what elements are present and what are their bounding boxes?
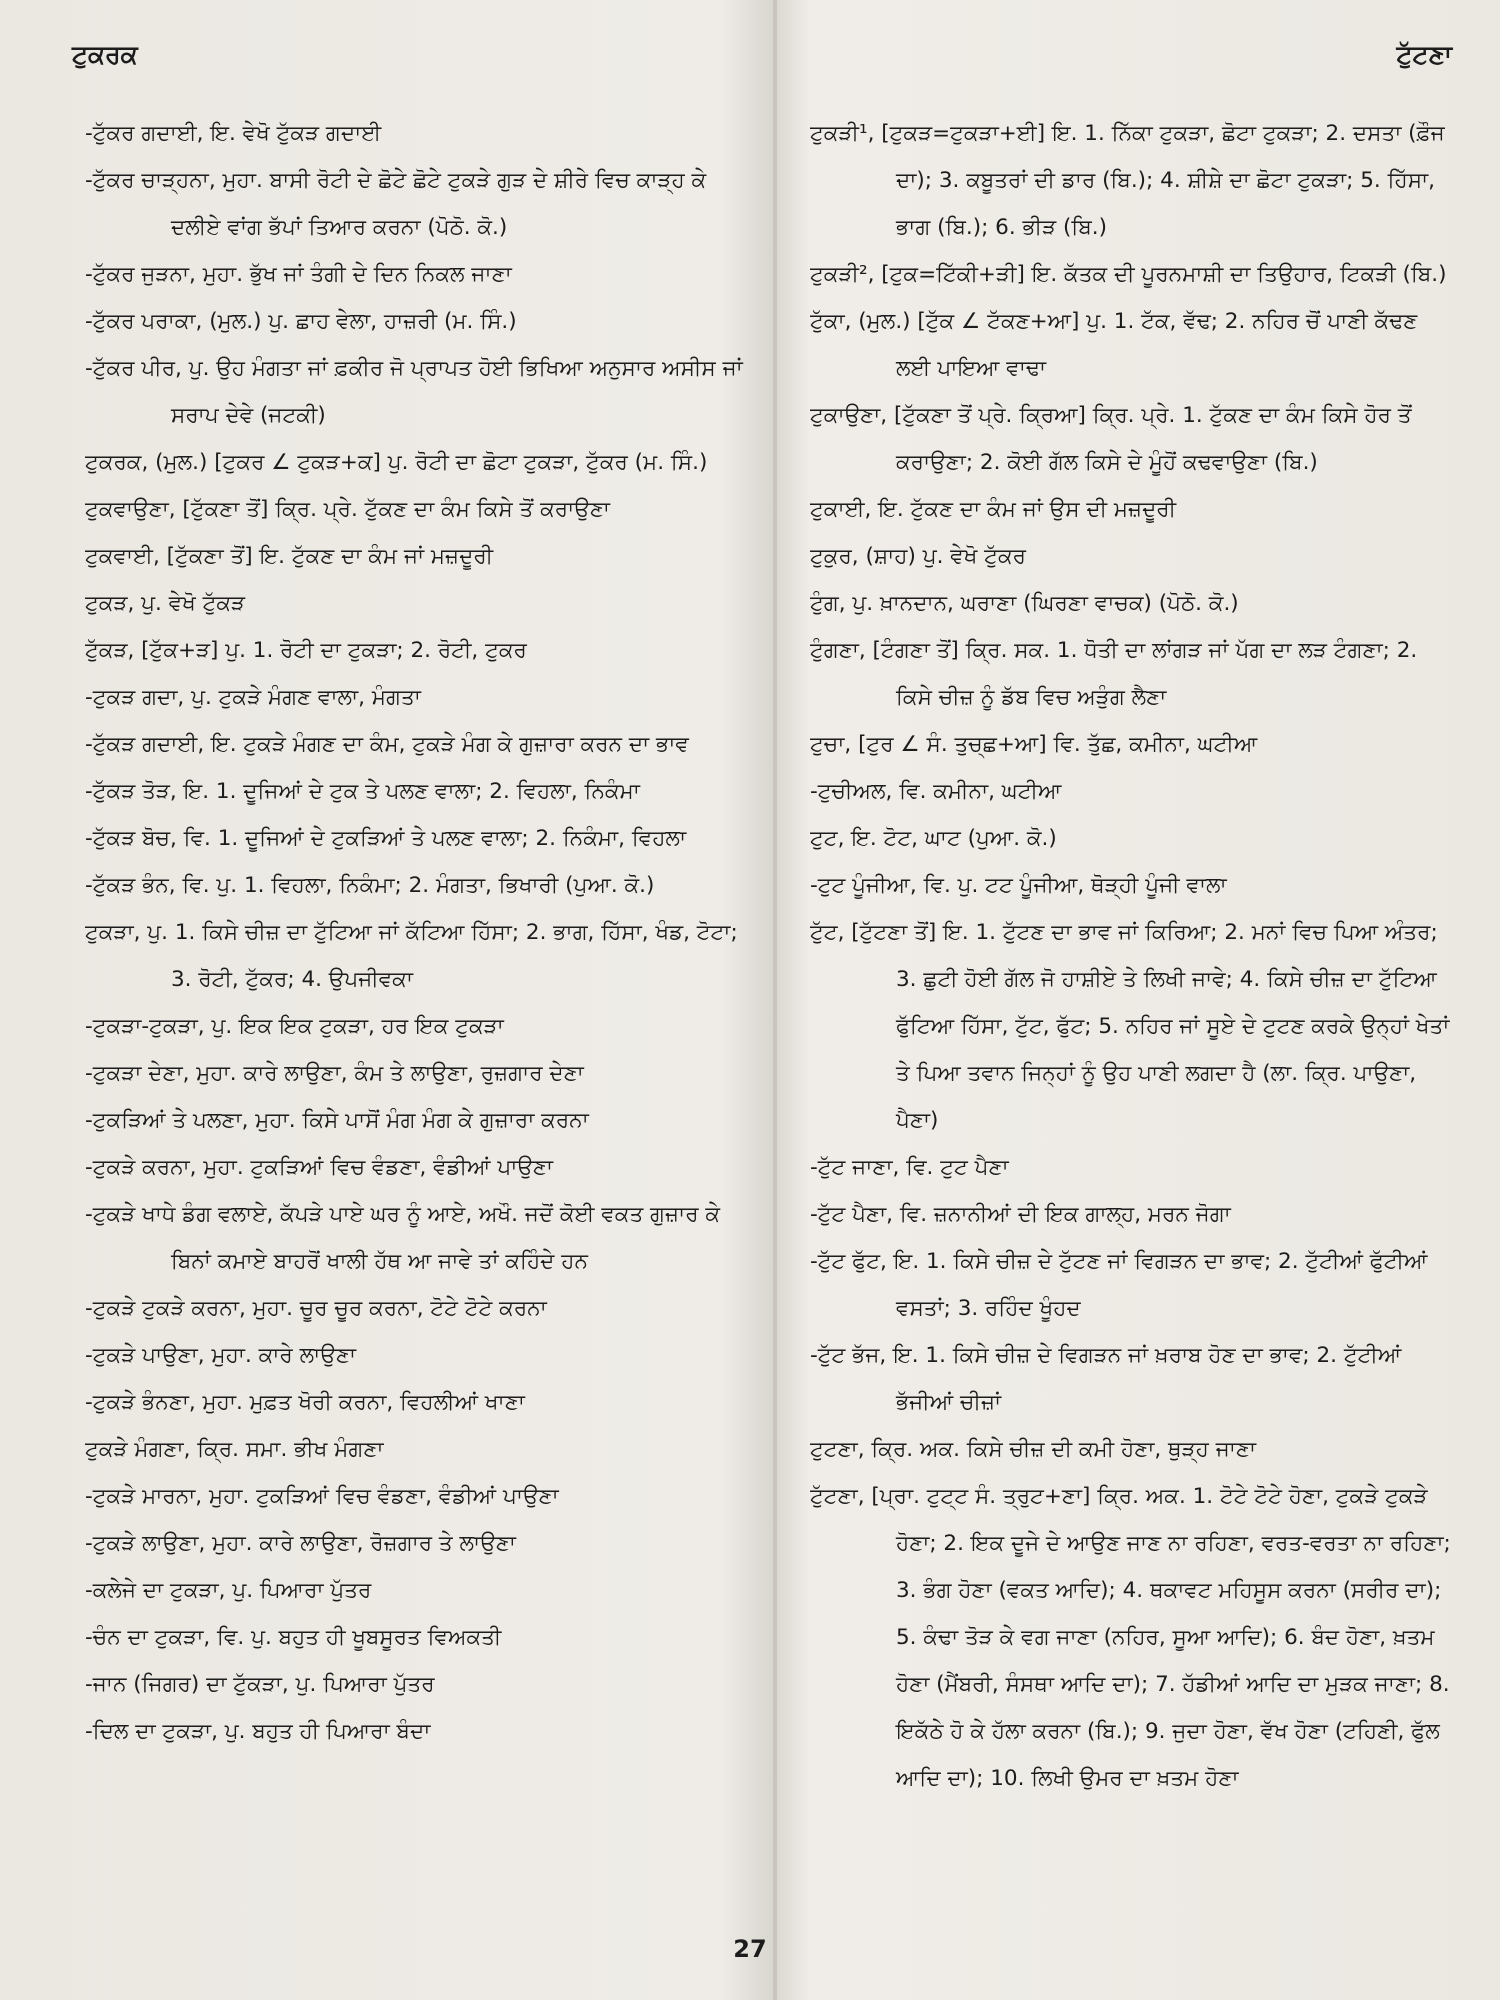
dictionary-entry: ਟੁਕਾਈ, ਇ. ਟੁੱਕਣ ਦਾ ਕੰਮ ਜਾਂ ਉਸ ਦੀ ਮਜ਼ਦੂਰੀ: [810, 497, 1177, 522]
dictionary-entry: -ਟੁੱਕੜ ਬੋਚ, ਵਿ. 1. ਦੂਜਿਆਂ ਦੇ ਟੁਕੜਿਆਂ ਤੇ ਪਲਣ ਵਾਲਾ; 2. ਨਿਕੰਮਾ, ਵਿਹਲਾ: [85, 826, 687, 851]
dictionary-entry: ਟੁਕੜੀ², [ਟੁਕ=ਟਿੱਕੀ+ੜੀ] ਇ. ਕੱਤਕ ਦੀ ਪੂਰਨਮਾਸ਼ੀ ਦਾ ਤਿਉਹਾਰ, ਟਿਕੜੀ (ਬਿ.): [810, 262, 1447, 287]
dictionary-entry: -ਟੁਕੜ ਗਦਾ, ਪੁ. ਟੁਕੜੇ ਮੰਗਣ ਵਾਲਾ, ਮੰਗਤਾ: [85, 685, 421, 710]
dictionary-entry: ਟੁਕੜਾ, ਪੁ. 1. ਕਿਸੇ ਚੀਜ਼ ਦਾ ਟੁੱਟਿਆ ਜਾਂ ਕੱਟਿਆ ਹਿੱਸਾ; 2. ਭਾਗ, ਹਿੱਸਾ, ਖੰਡ, ਟੋਟਾ; 3. ਰੋਟੀ, ਟੁੱਕਰ; 4. ਉਪਜੀਵਕਾ: [85, 920, 738, 992]
dictionary-entry: ਟੁਕਵਾਉਣਾ, [ਟੁੱਕਣਾ ਤੋਂ] ਕ੍ਰਿ. ਪ੍ਰੇ. ਟੁੱਕਣ ਦਾ ਕੰਮ ਕਿਸੇ ਤੋਂ ਕਰਾਉਣਾ: [85, 497, 610, 522]
dictionary-entry: -ਟੁੱਟ ਜਾਣਾ, ਵਿ. ਟੁਟ ਪੈਣਾ: [810, 1155, 1009, 1180]
dictionary-entry: -ਟੁਕੜੇ ਭੰਨਣਾ, ਮੁਹਾ. ਮੁਫ਼ਤ ਖੋਰੀ ਕਰਨਾ, ਵਿਹਲੀਆਂ ਖਾਣਾ: [85, 1390, 525, 1415]
dictionary-entry: -ਟੁੱਕਰ ਪਰਾਕਾ, (ਮੁਲ.) ਪੁ. ਛਾਹ ਵੇਲਾ, ਹਾਜ਼ਰੀ (ਮ. ਸਿੰ.): [85, 309, 517, 334]
dictionary-entry: ਟੁਟਣਾ, ਕ੍ਰਿ. ਅਕ. ਕਿਸੇ ਚੀਜ਼ ਦੀ ਕਮੀ ਹੋਣਾ, ਥੁੜ੍ਹ ਜਾਣਾ: [810, 1437, 1257, 1462]
dictionary-entry: -ਟੁੱਕਰ ਗਦਾਈ, ਇ. ਵੇਖੋ ਟੁੱਕੜ ਗਦਾਈ: [85, 121, 382, 146]
dictionary-entry: -ਕਲੇਜੇ ਦਾ ਟੁਕੜਾ, ਪੁ. ਪਿਆਰਾ ਪੁੱਤਰ: [85, 1578, 372, 1603]
dictionary-entry: -ਟੁੱਟ ਫੁੱਟ, ਇ. 1. ਕਿਸੇ ਚੀਜ਼ ਦੇ ਟੁੱਟਣ ਜਾਂ ਵਿਗੜਨ ਦਾ ਭਾਵ; 2. ਟੁੱਟੀਆਂ ਫੁੱਟੀਆਂ ਵਸਤਾਂ; 3. ਰਹਿੰਦ ਖੂੰਹਦ: [810, 1249, 1428, 1321]
dictionary-entry: -ਟੁੱਕਰ ਚਾੜ੍ਹਨਾ, ਮੁਹਾ. ਬਾਸੀ ਰੋਟੀ ਦੇ ਛੋਟੇ ਛੋਟੇ ਟੁਕੜੇ ਗੁੜ ਦੇ ਸ਼ੀਰੇ ਵਿਚ ਕਾੜ੍ਹ ਕੇ ਦਲੀਏ ਵਾਂਗ ਭੱਪਾਂ ਤਿਆਰ ਕਰਨਾ (ਪੋਠੋ. ਕੋ.): [85, 168, 707, 240]
dictionary-entry: -ਟੁਕੜਿਆਂ ਤੇ ਪਲਣਾ, ਮੁਹਾ. ਕਿਸੇ ਪਾਸੋਂ ਮੰਗ ਮੰਗ ਕੇ ਗੁਜ਼ਾਰਾ ਕਰਨਾ: [85, 1108, 589, 1133]
dictionary-entry: ਟੁਕਰਕ, (ਮੁਲ.) [ਟੁਕਰ ∠ ਟੁਕੜ+ਕ] ਪੁ. ਰੋਟੀ ਦਾ ਛੋਟਾ ਟੁਕੜਾ, ਟੁੱਕਰ (ਮ. ਸਿੰ.): [85, 450, 708, 475]
dictionary-entry: ਟੁਚਾ, [ਟੁਰ ∠ ਸੰ. ਤੁਚ੍ਛ+ਆ] ਵਿ. ਤੁੱਛ, ਕਮੀਨਾ, ਘਟੀਆ: [810, 732, 1258, 757]
dictionary-entry: -ਟੁੱਕਰ ਪੀਰ, ਪੁ. ਉਹ ਮੰਗਤਾ ਜਾਂ ਫ਼ਕੀਰ ਜੋ ਪ੍ਰਾਪਤ ਹੋਈ ਭਿਖਿਆ ਅਨੁਸਾਰ ਅਸੀਸ ਜਾਂ ਸਰਾਪ ਦੇਵੇ (ਜਟਕੀ): [85, 356, 743, 428]
dictionary-entry: -ਟੁੱਕੜ ਗਦਾਈ, ਇ. ਟੁਕੜੇ ਮੰਗਣ ਦਾ ਕੰਮ, ਟੁਕੜੇ ਮੰਗ ਕੇ ਗੁਜ਼ਾਰਾ ਕਰਨ ਦਾ ਭਾਵ: [85, 732, 689, 757]
dictionary-entry: -ਟੁਕੜੇ ਕਰਨਾ, ਮੁਹਾ. ਟੁਕੜਿਆਂ ਵਿਚ ਵੰਡਣਾ, ਵੰਡੀਆਂ ਪਾਉਣਾ: [85, 1155, 554, 1180]
dictionary-entry: -ਟੁਕੜੇ ਮਾਰਨਾ, ਮੁਹਾ. ਟੁਕੜਿਆਂ ਵਿਚ ਵੰਡਣਾ, ਵੰਡੀਆਂ ਪਾਉਣਾ: [85, 1484, 559, 1509]
dictionary-entry: -ਟੁਕੜਾ ਦੇਣਾ, ਮੁਹਾ. ਕਾਰੇ ਲਾਉਣਾ, ਕੰਮ ਤੇ ਲਾਉਣਾ, ਰੁਜ਼ਗਾਰ ਦੇਣਾ: [85, 1061, 584, 1086]
dictionary-entry: ਟੁਟ, ਇ. ਟੋਟ, ਘਾਟ (ਪੁਆ. ਕੋ.): [810, 826, 1057, 851]
dictionary-entry: -ਟੁਟ ਪੂੰਜੀਆ, ਵਿ. ਪੁ. ਟਟ ਪੂੰਜੀਆ, ਥੋੜ੍ਹੀ ਪੂੰਜੀ ਵਾਲਾ: [810, 873, 1227, 898]
dictionary-entry: -ਟੁੱਟ ਭੱਜ, ਇ. 1. ਕਿਸੇ ਚੀਜ਼ ਦੇ ਵਿਗੜਨ ਜਾਂ ਖ਼ਰਾਬ ਹੋਣ ਦਾ ਭਾਵ; 2. ਟੁੱਟੀਆਂ ਭੱਜੀਆਂ ਚੀਜ਼ਾਂ: [810, 1343, 1402, 1415]
page-gutter: [773, 0, 777, 2000]
dictionary-entry: ਟੁੱਟ, [ਟੁੱਟਣਾ ਤੋਂ] ਇ. 1. ਟੁੱਟਣ ਦਾ ਭਾਵ ਜਾਂ ਕਿਰਿਆ; 2. ਮਨਾਂ ਵਿਚ ਪਿਆ ਅੰਤਰ; 3. ਛੁਟੀ ਹੋਈ ਗੱਲ ਜੋ ਹਾਸ਼ੀਏ ਤੇ ਲਿਖੀ ਜਾਵੇ; 4. ਕਿਸੇ ਚੀਜ਼ ਦਾ ਟੁੱਟਿਆ ਫੁੱਟਿਆ ਹਿੱਸਾ, ਟੁੱਟ, ਫੁੱਟ; 5. ਨਹਿਰ ਜਾਂ ਸੂਏ ਦੇ ਟੁਟਣ ਕਰਕੇ ਉਨ੍ਹਾਂ ਖੇਤਾਂ ਤੇ ਪਿਆ ਤਵਾਨ ਜਿਨ੍ਹਾਂ ਨੂੰ ਉਹ ਪਾਣੀ ਲਗਦਾ ਹੈ (ਲਾ. ਕ੍ਰਿ. ਪਾਉਣਾ, ਪੈਣਾ): [810, 920, 1450, 1133]
dictionary-entry: ਟੁੱਕਾ, (ਮੁਲ.) [ਟੁੱਕ ∠ ਟੱਕਣ+ਆ] ਪੁ. 1. ਟੱਕ, ਵੱਢ; 2. ਨਹਿਰ ਚੋਂ ਪਾਣੀ ਕੱਢਣ ਲਈ ਪਾਇਆ ਵਾਢਾ: [810, 309, 1418, 381]
dictionary-entry: ਟੁਕੜੇ ਮੰਗਣਾ, ਕ੍ਰਿ. ਸਮਾ. ਭੀਖ ਮੰਗਣਾ: [85, 1437, 384, 1462]
dictionary-entry: -ਟੁਕੜੇ ਖਾਧੇ ਡੰਗ ਵਲਾਏ, ਕੱਪੜੇ ਪਾਏ ਘਰ ਨੂੰ ਆਏ, ਅਖੌ. ਜਦੋਂ ਕੋਈ ਵਕਤ ਗੁਜ਼ਾਰ ਕੇ ਬਿਨਾਂ ਕਮਾਏ ਬਾਹਰੋਂ ਖਾਲੀ ਹੱਥ ਆ ਜਾਵੇ ਤਾਂ ਕਹਿੰਦੇ ਹਨ: [85, 1202, 721, 1274]
dictionary-entry: -ਦਿਲ ਦਾ ਟੁਕੜਾ, ਪੁ. ਬਹੁਤ ਹੀ ਪਿਆਰਾ ਬੰਦਾ: [85, 1719, 431, 1744]
dictionary-entry: ਟੁੰਗ, ਪੁ. ਖ਼ਾਨਦਾਨ, ਘਰਾਣਾ (ਘਿਰਣਾ ਵਾਚਕ) (ਪੋਠੋ. ਕੋ.): [810, 591, 1239, 616]
dictionary-entry: -ਟੁਕੜੇ ਲਾਉਣਾ, ਮੁਹਾ. ਕਾਰੇ ਲਾਉਣਾ, ਰੋਜ਼ਗਾਰ ਤੇ ਲਾਉਣਾ: [85, 1531, 516, 1556]
dictionary-entry: ਟੁਕਾਉਣਾ, [ਟੁੱਕਣਾ ਤੋਂ ਪ੍ਰੇ. ਕ੍ਰਿਆ] ਕ੍ਰਿ. ਪ੍ਰੇ. 1. ਟੁੱਕਣ ਦਾ ਕੰਮ ਕਿਸੇ ਹੋਰ ਤੋਂ ਕਰਾਉਣਾ; 2. ਕੋਈ ਗੱਲ ਕਿਸੇ ਦੇ ਮੂੰਹੋਂ ਕਢਵਾਉਣਾ (ਬਿ.): [810, 403, 1412, 475]
right-column: [810, 110, 1455, 1940]
dictionary-entry: -ਜਾਨ (ਜਿਗਰ) ਦਾ ਟੁੱਕੜਾ, ਪੁ. ਪਿਆਰਾ ਪੁੱਤਰ: [85, 1672, 435, 1697]
dictionary-entry: ਟੁੱਕੜ, [ਟੁੱਕ+ੜ] ਪੁ. 1. ਰੋਟੀ ਦਾ ਟੁਕੜਾ; 2. ਰੋਟੀ, ਟੁਕਰ: [85, 638, 527, 663]
right-guide-word: ਟੁੱਟਣਾ: [1396, 40, 1452, 69]
dictionary-entry: -ਟੁੱਟ ਪੈਣਾ, ਵਿ. ਜ਼ਨਾਨੀਆਂ ਦੀ ਇਕ ਗਾਲ੍ਹ, ਮਰਨ ਜੋਗਾ: [810, 1202, 1231, 1227]
dictionary-entry: ਟੁਕੁਰ, (ਸ਼ਾਹ) ਪੁ. ਵੇਖੋ ਟੁੱਕਰ: [810, 544, 1026, 569]
dictionary-entry: -ਟੁਕੜਾ-ਟੁਕੜਾ, ਪੁ. ਇਕ ਇਕ ਟੁਕੜਾ, ਹਰ ਇਕ ਟੁਕੜਾ: [85, 1014, 504, 1039]
dictionary-entry: ਟੁੰਗਣਾ, [ਟੰਗਣਾ ਤੋਂ] ਕ੍ਰਿ. ਸਕ. 1. ਧੋਤੀ ਦਾ ਲਾਂਗੜ ਜਾਂ ਪੱਗ ਦਾ ਲੜ ਟੰਗਣਾ; 2. ਕਿਸੇ ਚੀਜ਼ ਨੂੰ ਡੱਬ ਵਿਚ ਅੜੁੰਗ ਲੈਣਾ: [810, 638, 1418, 710]
dictionary-entry: ਟੁੱਟਣਾ, [ਪ੍ਰਾ. ਟੁਟ੍ਟ ਸੰ. ਤ੍ਰੁਟ+ਣਾ] ਕ੍ਰਿ. ਅਕ. 1. ਟੋਟੇ ਟੋਟੇ ਹੋਣਾ, ਟੁਕੜੇ ਟੁਕੜੇ ਹੋਣਾ; 2. ਇਕ ਦੂਜੇ ਦੇ ਆਉਣ ਜਾਣ ਨਾ ਰਹਿਣਾ, ਵਰਤ-ਵਰਤਾ ਨਾ ਰਹਿਣਾ; 3. ਭੰਗ ਹੋਣਾ (ਵਕਤ ਆਦਿ); 4. ਥਕਾਵਟ ਮਹਿਸੂਸ ਕਰਨਾ (ਸਰੀਰ ਦਾ); 5. ਕੰਢਾ ਤੋੜ ਕੇ ਵਗ ਜਾਣਾ (ਨਹਿਰ, ਸੂਆ ਆਦਿ); 6. ਬੰਦ ਹੋਣਾ, ਖ਼ਤਮ ਹੋਣਾ (ਮੈਂਬਰੀ, ਸੰਸਥਾ ਆਦਿ ਦਾ); 7. ਹੱਡੀਆਂ ਆਦਿ ਦਾ ਮੁੜਕ ਜਾਣਾ; 8. ਇਕੱਠੇ ਹੋ ਕੇ ਹੱਲਾ ਕਰਨਾ (ਬਿ.); 9. ਜੁਦਾ ਹੋਣਾ, ਵੱਖ ਹੋਣਾ (ਟਹਿਣੀ, ਫੁੱਲ ਆਦਿ ਦਾ); 10. ਲਿਖੀ ਉਮਰ ਦਾ ਖ਼ਤਮ ਹੋਣਾ: [810, 1484, 1451, 1791]
dictionary-entry: ਟੁਕਵਾਈ, [ਟੁੱਕਣਾ ਤੋਂ] ਇ. ਟੁੱਕਣ ਦਾ ਕੰਮ ਜਾਂ ਮਜ਼ਦੂਰੀ: [85, 544, 494, 569]
dictionary-entry: -ਚੰਨ ਦਾ ਟੁਕੜਾ, ਵਿ. ਪੁ. ਬਹੁਤ ਹੀ ਖੂਬਸੂਰਤ ਵਿਅਕਤੀ: [85, 1625, 502, 1650]
page-number: 27: [733, 1935, 767, 1963]
dictionary-entry: ਟੁਕੜ, ਪੁ. ਵੇਖੋ ਟੁੱਕੜ: [85, 591, 246, 616]
left-column: [85, 110, 750, 1940]
dictionary-entry: -ਟੁੱਕੜ ਤੋੜ, ਇ. 1. ਦੂਜਿਆਂ ਦੇ ਟੁਕ ਤੇ ਪਲਣ ਵਾਲਾ; 2. ਵਿਹਲਾ, ਨਿਕੰਮਾ: [85, 779, 640, 804]
dictionary-entry: -ਟੁਕੜੇ ਪਾਉਣਾ, ਮੁਹਾ. ਕਾਰੇ ਲਾਉਣਾ: [85, 1343, 356, 1368]
dictionary-entry: -ਟੁਚੀਅਲ, ਵਿ. ਕਮੀਨਾ, ਘਟੀਆ: [810, 779, 1062, 804]
dictionary-entry: -ਟੁਕੜੇ ਟੁਕੜੇ ਕਰਨਾ, ਮੁਹਾ. ਚੂਰ ਚੂਰ ਕਰਨਾ, ਟੋਟੇ ਟੋਟੇ ਕਰਨਾ: [85, 1296, 547, 1321]
left-guide-word: ਟੁਕਰਕ: [72, 40, 138, 69]
dictionary-entry: -ਟੁੱਕੜ ਭੰਨ, ਵਿ. ਪੁ. 1. ਵਿਹਲਾ, ਨਿਕੰਮਾ; 2. ਮੰਗਤਾ, ਭਿਖਾਰੀ (ਪੁਆ. ਕੋ.): [85, 873, 655, 898]
dictionary-entry: -ਟੁੱਕਰ ਜੁੜਨਾ, ਮੁਹਾ. ਭੁੱਖ ਜਾਂ ਤੰਗੀ ਦੇ ਦਿਨ ਨਿਕਲ ਜਾਣਾ: [85, 262, 512, 287]
dictionary-entry: ਟੁਕੜੀ¹, [ਟੁਕੜ=ਟੁਕੜਾ+ਈ] ਇ. 1. ਨਿੱਕਾ ਟੁਕੜਾ, ਛੋਟਾ ਟੁਕੜਾ; 2. ਦਸਤਾ (ਫ਼ੌਜ ਦਾ); 3. ਕਬੂਤਰਾਂ ਦੀ ਡਾਰ (ਬਿ.); 4. ਸ਼ੀਸ਼ੇ ਦਾ ਛੋਟਾ ਟੁਕੜਾ; 5. ਹਿੱਸਾ, ਭਾਗ (ਬਿ.); 6. ਭੀੜ (ਬਿ.): [810, 121, 1445, 240]
